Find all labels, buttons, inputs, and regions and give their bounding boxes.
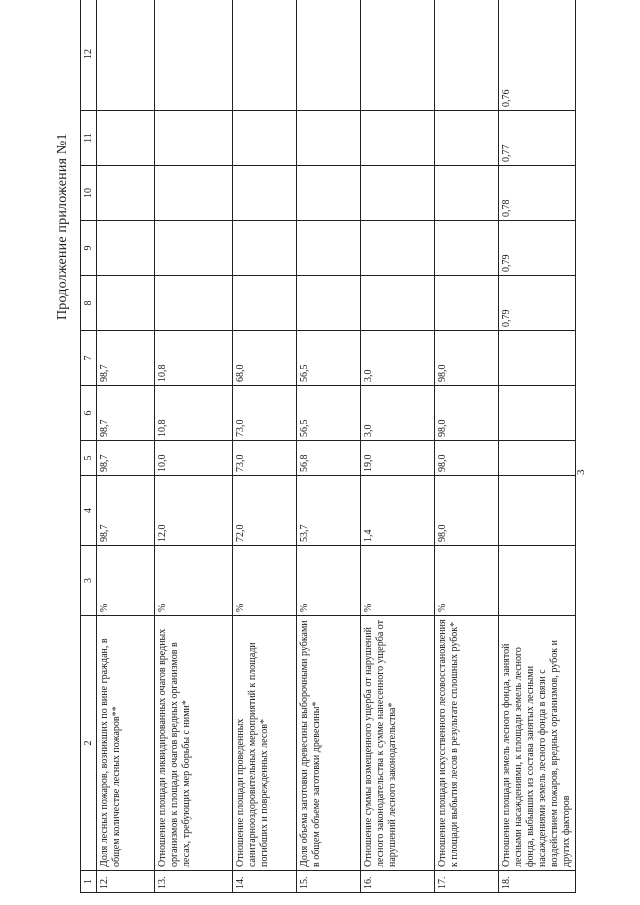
col-header: 5 [81, 441, 97, 476]
value-cell: 0,77 [499, 111, 576, 166]
table-row [361, 0, 435, 893]
value-cell [435, 166, 499, 221]
col-header: 6 [81, 386, 97, 441]
value-cell [97, 111, 155, 166]
value-cell: 56,8 [297, 441, 361, 476]
value-cell [499, 331, 576, 386]
value-cell [297, 111, 361, 166]
value-cell: 10,8 [155, 386, 233, 441]
value-cell: 98,7 [97, 476, 155, 546]
col-header: 1 [81, 871, 97, 893]
page-number: 3 [575, 469, 587, 475]
value-cell: 0,79 [499, 276, 576, 331]
table-row [97, 0, 155, 893]
value-cell [297, 0, 361, 111]
value-cell [155, 166, 233, 221]
unit-cell: % [361, 546, 435, 616]
row-number: 13. [155, 871, 233, 893]
col-header: 4 [81, 476, 97, 546]
value-cell [155, 0, 233, 111]
value-cell [97, 221, 155, 276]
value-cell: 1,4 [361, 476, 435, 546]
col-header: 11 [81, 111, 97, 166]
value-cell [97, 276, 155, 331]
row-number: 12. [97, 871, 155, 893]
value-cell [499, 441, 576, 476]
value-cell [435, 221, 499, 276]
table-row [233, 0, 297, 893]
col-header: 9 [81, 221, 97, 276]
value-cell [435, 276, 499, 331]
value-cell: 73,0 [233, 386, 297, 441]
value-cell [297, 221, 361, 276]
unit-cell: % [297, 546, 361, 616]
value-cell [361, 0, 435, 111]
value-cell [361, 166, 435, 221]
value-cell [435, 111, 499, 166]
col-header: 7 [81, 331, 97, 386]
row-number: 15. [297, 871, 361, 893]
value-cell [233, 166, 297, 221]
value-cell [155, 276, 233, 331]
indicator-name: Отношение площади искусственного лесовосстановления к площади выбытия лесов в результате сплошных рубок* [435, 616, 499, 871]
col-header: 3 [81, 546, 97, 616]
indicator-name: Доля лесных пожаров, возникших по вине граждан, в общем количестве лесных пожаров** [97, 616, 155, 871]
value-cell [435, 0, 499, 111]
indicator-name: Отношение суммы возмещенного ущерба от нарушений лесного законодательства к сумме нанесенного ущерба от нарушений лесного законодательства* [361, 616, 435, 871]
value-cell [97, 166, 155, 221]
value-cell [297, 276, 361, 331]
value-cell: 98,0 [435, 441, 499, 476]
value-cell: 3,0 [361, 331, 435, 386]
value-cell: 72,0 [233, 476, 297, 546]
value-cell: 98,0 [435, 331, 499, 386]
value-cell: 98,0 [435, 476, 499, 546]
value-cell [361, 111, 435, 166]
col-header: 2 [81, 616, 97, 871]
unit-cell: % [233, 546, 297, 616]
row-number: 18. [499, 871, 576, 893]
row-number: 16. [361, 871, 435, 893]
table-header-row [81, 0, 97, 893]
table-row [435, 0, 499, 893]
indicator-name: Отношение площади земель лесного фонда, занятой лесными насаждениями, к площади земель лесного фонда, выбывших из состава занятых лесными насаждениями земель лесного фонда в связи с воздействием пожаров, вредных организмов, рубок и других факторов [499, 616, 576, 871]
value-cell: 68,0 [233, 331, 297, 386]
value-cell: 98,0 [435, 386, 499, 441]
indicator-name: Отношение площади ликвидированных очагов вредных организмов к площади очагов вредных организмов в лесах, требующих мер борьбы с ними* [155, 616, 233, 871]
value-cell: 0,79 [499, 221, 576, 276]
value-cell [233, 221, 297, 276]
value-cell [499, 476, 576, 546]
value-cell [233, 276, 297, 331]
indicator-name: Отношение площади проведенных санитарнооздоровительных мероприятий к площади погибших и поврежденных лесов* [233, 616, 297, 871]
value-cell: 3,0 [361, 386, 435, 441]
indicator-name: Доля объема заготовки древесины выборочными рубками в общем объеме заготовки древесины* [297, 616, 361, 871]
table-row [297, 0, 361, 893]
unit-cell [499, 546, 576, 616]
value-cell: 12,0 [155, 476, 233, 546]
value-cell [233, 0, 297, 111]
value-cell: 98,7 [97, 441, 155, 476]
col-header: 8 [81, 276, 97, 331]
value-cell: 98,7 [97, 386, 155, 441]
value-cell: 56,5 [297, 331, 361, 386]
appendix-subtitle: Продолжение приложения №1 [55, 133, 70, 320]
value-cell: 0,78 [499, 166, 576, 221]
value-cell [155, 221, 233, 276]
value-cell [97, 0, 155, 111]
value-cell: 98,7 [97, 331, 155, 386]
value-cell [361, 276, 435, 331]
value-cell: 56,5 [297, 386, 361, 441]
value-cell: 53,7 [297, 476, 361, 546]
table-row [499, 0, 576, 893]
row-number: 14. [233, 871, 297, 893]
value-cell: 0,76 [499, 0, 576, 111]
indicators-table [80, 0, 576, 893]
table-row [155, 0, 233, 893]
value-cell [499, 386, 576, 441]
unit-cell: % [97, 546, 155, 616]
col-header: 12 [81, 0, 97, 111]
value-cell [361, 221, 435, 276]
value-cell [297, 166, 361, 221]
value-cell: 73,0 [233, 441, 297, 476]
unit-cell: % [435, 546, 499, 616]
value-cell [233, 111, 297, 166]
value-cell: 10,0 [155, 441, 233, 476]
col-header: 10 [81, 166, 97, 221]
value-cell: 10,8 [155, 331, 233, 386]
value-cell [155, 111, 233, 166]
value-cell: 19,0 [361, 441, 435, 476]
unit-cell: % [155, 546, 233, 616]
row-number: 17. [435, 871, 499, 893]
